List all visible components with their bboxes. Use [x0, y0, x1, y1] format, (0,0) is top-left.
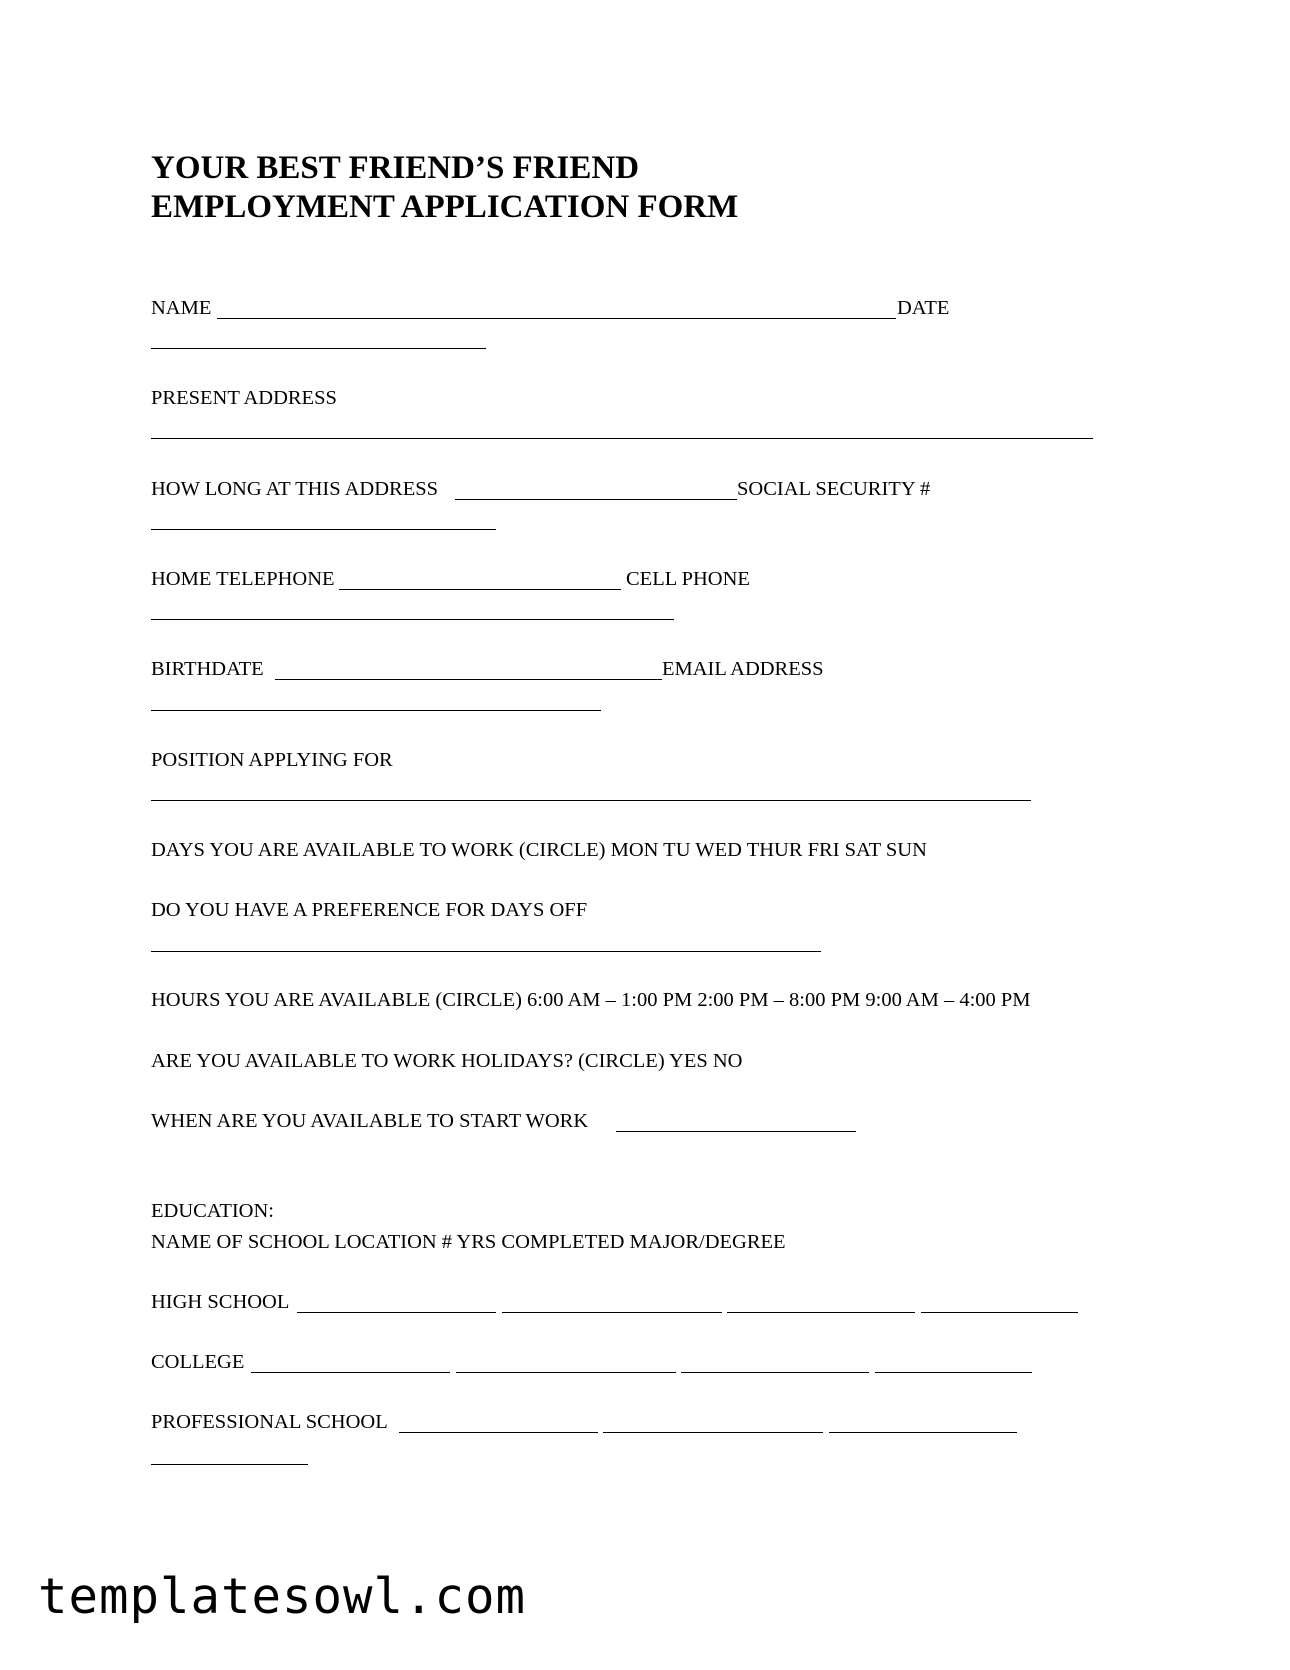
college-name-line[interactable] [251, 1372, 450, 1373]
present-address-field-line[interactable] [151, 438, 1093, 439]
professional-school-major-line[interactable] [151, 1464, 308, 1465]
form-title-line2: EMPLOYMENT APPLICATION FORM [151, 189, 739, 225]
start-work-label: WHEN ARE YOU AVAILABLE TO START WORK [151, 1110, 589, 1132]
position-label: POSITION APPLYING FOR [151, 749, 393, 771]
date-field-line[interactable] [151, 348, 486, 349]
college-years-line[interactable] [681, 1372, 869, 1373]
form-title-line1: YOUR BEST FRIEND’S FRIEND [151, 150, 640, 186]
days-off-label: DO YOU HAVE A PREFERENCE FOR DAYS OFF [151, 899, 588, 921]
email-field-line[interactable] [151, 710, 601, 711]
position-field-line[interactable] [151, 800, 1031, 801]
home-telephone-label: HOME TELEPHONE [151, 568, 335, 590]
ssn-label: SOCIAL SECURITY # [737, 478, 931, 500]
professional-school-location-line[interactable] [603, 1432, 823, 1433]
ssn-field-line[interactable] [151, 529, 496, 530]
birthdate-field-line[interactable] [275, 679, 662, 680]
professional-school-name-line[interactable] [399, 1432, 598, 1433]
name-field-line[interactable] [217, 318, 896, 319]
high-school-label: HIGH SCHOOL [151, 1291, 290, 1313]
college-major-line[interactable] [875, 1372, 1032, 1373]
how-long-field-line[interactable] [455, 499, 737, 500]
hours-available-text: HOURS YOU ARE AVAILABLE (CIRCLE) 6:00 AM – 1:00 PM 2:00 PM – 8:00 PM 9:00 AM – 4:00 PM [151, 989, 1031, 1011]
home-telephone-field-line[interactable] [339, 589, 621, 590]
how-long-label: HOW LONG AT THIS ADDRESS [151, 478, 439, 500]
college-location-line[interactable] [456, 1372, 676, 1373]
watermark-text: templatesowl.com [38, 1568, 527, 1625]
date-label: DATE [897, 297, 950, 319]
start-work-field-line[interactable] [616, 1131, 856, 1132]
cell-phone-field-line[interactable] [151, 619, 674, 620]
cell-phone-label: CELL PHONE [626, 568, 750, 590]
professional-school-years-line[interactable] [829, 1432, 1017, 1433]
holidays-text: ARE YOU AVAILABLE TO WORK HOLIDAYS? (CIRCLE) YES NO [151, 1050, 743, 1072]
birthdate-label: BIRTHDATE [151, 658, 264, 680]
present-address-label: PRESENT ADDRESS [151, 387, 337, 409]
education-columns: NAME OF SCHOOL LOCATION # YRS COMPLETED MAJOR/DEGREE [151, 1231, 786, 1253]
college-label: COLLEGE [151, 1351, 245, 1373]
high-school-years-line[interactable] [727, 1312, 915, 1313]
days-available-text: DAYS YOU ARE AVAILABLE TO WORK (CIRCLE) MON TU WED THUR FRI SAT SUN [151, 839, 927, 861]
email-label: EMAIL ADDRESS [662, 658, 824, 680]
high-school-major-line[interactable] [921, 1312, 1078, 1313]
days-off-field-line[interactable] [151, 951, 821, 952]
professional-school-label: PROFESSIONAL SCHOOL [151, 1411, 388, 1433]
name-label: NAME [151, 297, 212, 319]
high-school-name-line[interactable] [297, 1312, 496, 1313]
education-heading: EDUCATION: [151, 1200, 274, 1222]
high-school-location-line[interactable] [502, 1312, 722, 1313]
